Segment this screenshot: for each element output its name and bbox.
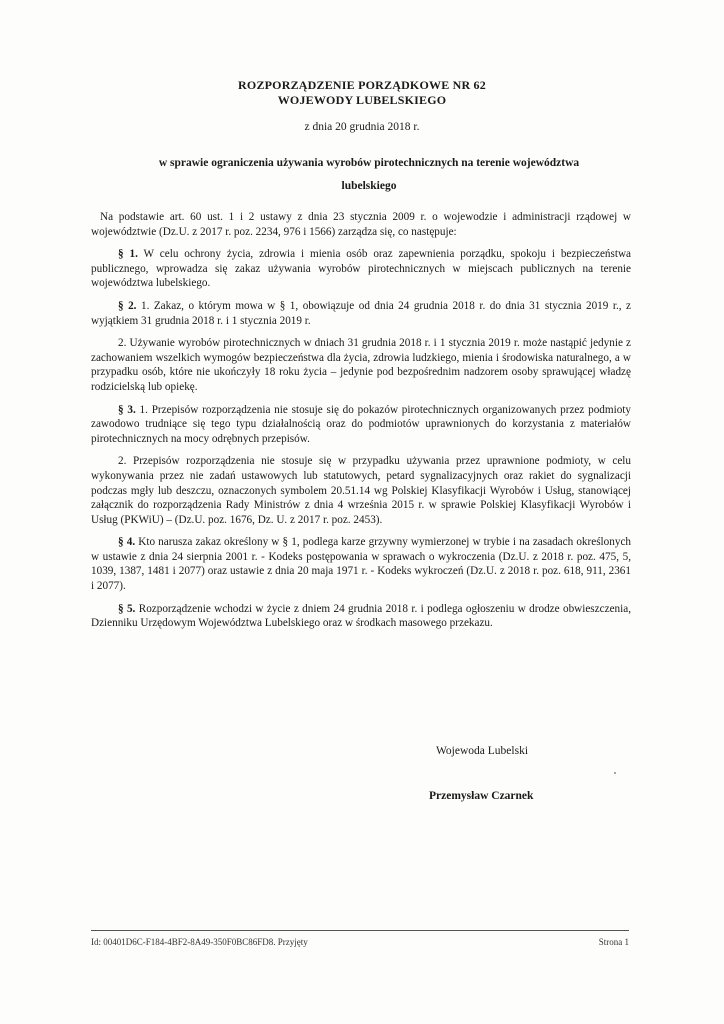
section-3-text: 1. Przepisów rozporządzenia nie stosuje się do pokazów pirotechnicznych organizowanych przez podmioty zawodowo trudniące się tego typu działalnością oraz do podmiotów uprawnionych do korzystania z materiałów pirotechnicznych na mocy odrębnych przepisów. [91,403,631,445]
section-1-mark: § 1. [118,248,138,261]
section-2 [91,299,631,328]
section-4-text: Kto narusza zakaz określony w § 1, podlega karze grzywny wymierzonej w trybie i na zasadach określonych w ustawie z dnia 24 sierpnia 2001 r. - Kodeks postępowania w sprawach o wykroczenia (Dz.U. z 2018 r. poz. 475, 5, 1039, 1387, 1481 i 2077) oraz ustawie z dnia 20 maja 1971 r. - Kodeks wykroczeń (Dz.U. z 2018 r. poz. 618, 911, 2361 i 2077). [91,536,632,593]
section-2-paragraph-2: 2. Używanie wyrobów pirotechnicznych w dniach 31 grudnia 2018 r. i 1 stycznia 2019 r. może nastąpić jedynie z zachowaniem wszelkich wymogów bezpieczeństwa dla życia, zdrowia ludzkiego, mienia i środowiska naturalnego, a w przypadku osób, które nie ukończyły 18 roku życia – jedynie pod bezpośrednim nadzorem osoby sprawującej władzę rodzicielską lub opiekę. [91,337,631,393]
section-1-text: W celu ochrony życia, zdrowia i mienia osób oraz zapewnienia porządku, spokoju i bezpieczeństwa publicznego, wprowadza się zakaz używania wyrobów pirotechnicznych w miejscach publicznych na terenie województwa lubelskiego. [91,248,632,290]
footer-page-number: Strona 1 [598,937,629,947]
title-line-2: WOJEWODY LUBELSKIEGO [277,93,447,107]
section-4-mark: § 4. [118,536,136,549]
preamble-paragraph: Na podstawie art. 60 ust. 1 i 2 ustawy z dnia 23 stycznia 2009 r. o wojewodzie i administracji rządowej w województwie (Dz.U. z 2017 r. poz. 2234, 976 i 1566) zarządza się, co następuje: [91,211,631,238]
section-5 [91,602,631,631]
section-5-text: Rozporządzenie wchodzi w życie z dniem 24 grudnia 2018 r. i podlega ogłoszeniu w drodze obwieszczenia, Dzienniku Urzędowym Województwa Lubelskiego oraz w środkach masowego przekazu. [91,602,631,630]
document-subject: w sprawie ograniczenia używania wyrobów pirotechnicznych na terenie województwa lubelskiego [158,157,580,192]
document-date: z dnia 20 grudnia 2018 r. [304,121,420,133]
document-title [0,78,724,108]
section-4 [91,535,631,593]
section-1 [91,247,631,291]
section-2-mark: § 2. [118,299,137,312]
section-5-mark: § 5. [118,602,136,615]
scan-dot [614,772,616,774]
footer-divider [91,930,629,931]
signatory-name: Przemysław Czarnek [429,790,534,802]
document-body [91,210,631,639]
title-line-1: ROZPORZĄDZENIE PORZĄDKOWE NR 62 [238,78,486,92]
footer-document-id: Id: 00401D6C-F184-4BF2-8A49-350F0BC86FD8. Przyjęty [91,937,308,947]
section-2-text: 1. Zakaz, o którym mowa w § 1, obowiązuje od dnia 24 grudnia 2018 r. do dnia 31 stycznia 2019 r., z wyjątkiem 31 grudnia 2018 r. i 1 stycznia 2019 r. [91,299,632,327]
section-3-mark: § 3. [118,403,136,416]
section-3-paragraph-2: 2. Przepisów rozporządzenia nie stosuje się w przypadku używania przez uprawnione podmioty, w celu wykonywania przez nie zadań ustawowych lub statutowych, petard sygnalizacyjnych oraz rakiet do sygnalizacji podczas mgły lub deszczu, oznaczonych symbolem 20.51.14 wg Polskiej Klasyfikacji Wyrobów i Usług, stanowiącej załącznik do rozporządzenia Rady Ministrów z dnia 4 września 2015 r. w sprawie Polskiej Klasyfikacji Wyrobów i Usług (PKWiU) – (Dz.U. poz. 1676, Dz. U. z 2017 r. poz. 2453). [91,455,631,526]
signatory-role: Wojewoda Lubelski [436,745,529,757]
section-3 [91,403,631,447]
